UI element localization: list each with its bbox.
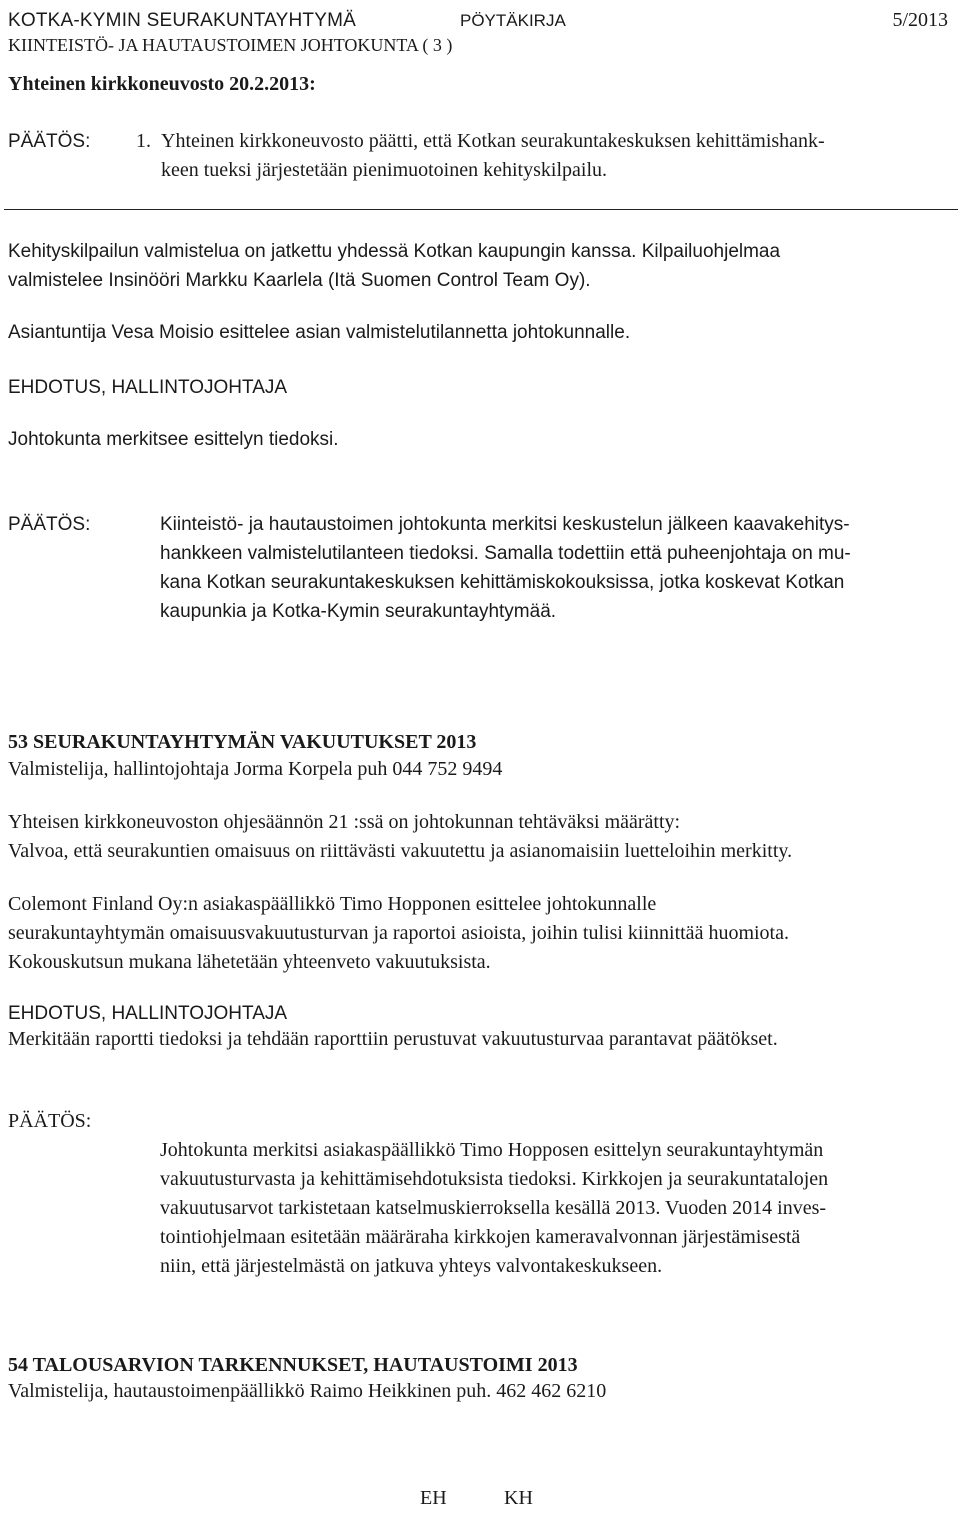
- text-line: seurakuntayhtymän omaisuusvakuutusturvan ja raportoi asioista, joihin tulisi kiinnittää huomiota.: [8, 922, 789, 944]
- section-divider: [4, 209, 958, 210]
- text-line: Yhteinen kirkkoneuvosto päätti, että Kotkan seurakuntakeskuksen kehittämishank-: [161, 130, 825, 152]
- text-line: kaupunkia ja Kotka-Kymin seurakuntayhtymää.: [160, 601, 557, 622]
- item-54-preparer: Valmistelija, hautaustoimenpäällikkö Raimo Heikkinen puh. 462 462 6210: [8, 1380, 607, 1402]
- text-line: Colemont Finland Oy:n asiakaspäällikkö Timo Hopponen esittelee johtokunnalle: [8, 893, 657, 915]
- prior-decision-item-number: 1.: [136, 130, 151, 152]
- text-line: niin, että järjestelmästä on jatkuva yhteys valvontakeskukseen.: [160, 1255, 663, 1277]
- item-53-rule-paragraph: [8, 808, 792, 866]
- prior-decision-label: PÄÄTÖS:: [8, 131, 91, 152]
- text-line: Valvoa, että seurakuntien omaisuus on riittävästi vakuutettu ja asianomaisiin luetteloihin merkitty.: [8, 840, 793, 862]
- item-53-title: 53 SEURAKUNTAYHTYMÄN VAKUUTUKSET 2013: [8, 731, 477, 753]
- header-page-number: 5/2013: [892, 9, 948, 31]
- prior-decision-heading: Yhteinen kirkkoneuvosto 20.2.2013:: [8, 73, 316, 95]
- background-paragraph: [8, 237, 780, 295]
- item-53-proposal-heading: EHDOTUS, HALLINTOJOHTAJA: [8, 1003, 288, 1024]
- text-line: Kiinteistö- ja hautaustoimen johtokunta merkitsi keskustelun jälkeen kaavakehitys-: [160, 514, 850, 535]
- text-line: Kehityskilpailun valmistelua on jatkettu yhdessä Kotkan kaupungin kanssa. Kilpailuohjelmaa: [8, 241, 781, 262]
- footer-initials-secretary: KH: [504, 1487, 533, 1509]
- presenter-paragraph: Asiantuntija Vesa Moisio esittelee asian valmistelutilannetta johtokunnalle.: [8, 322, 631, 343]
- prior-decision-text: [161, 127, 825, 185]
- text-line: vakuutusturvasta ja kehittämisehdotuksista tiedoksi. Kirkkojen ja seurakuntatalojen: [160, 1168, 829, 1190]
- footer-initials-chair: EH: [420, 1487, 447, 1509]
- text-line: kana Kotkan seurakuntakeskuksen kehittämiskokouksissa, jotka koskevat Kotkan: [160, 572, 845, 593]
- decision-label: PÄÄTÖS:: [8, 514, 91, 535]
- text-line: hankkeen valmistelutilanteen tiedoksi. Samalla todettiin että puheenjohtaja on mu-: [160, 543, 851, 564]
- text-line: Johtokunta merkitsi asiakaspäällikkö Timo Hopposen esittelyn seurakuntayhtymän: [160, 1139, 824, 1161]
- item-53-proposal-text: Merkitään raportti tiedoksi ja tehdään raporttiin perustuvat vakuutusturvaa parantavat päätökset.: [8, 1028, 778, 1050]
- text-line: Kokouskutsun mukana lähetetään yhteenveto vakuutuksista.: [8, 951, 491, 973]
- text-line: Yhteisen kirkkoneuvoston ohjesäännön 21 :ssä on johtokunnan tehtäväksi määrätty:: [8, 811, 681, 833]
- item-53-preparer: Valmistelija, hallintojohtaja Jorma Korpela puh 044 752 9494: [8, 758, 503, 780]
- proposal-heading: EHDOTUS, HALLINTOJOHTAJA: [8, 377, 288, 398]
- header-committee: KIINTEISTÖ- JA HAUTAUSTOIMEN JOHTOKUNTA ( 3 ): [8, 35, 453, 55]
- header-document-type: PÖYTÄKIRJA: [460, 11, 566, 30]
- proposal-text: Johtokunta merkitsee esittelyn tiedoksi.: [8, 429, 339, 450]
- text-line: keen tueksi järjestetään pienimuotoinen kehityskilpailu.: [161, 159, 607, 181]
- text-line: tointiohjelmaan esitetään määräraha kirkkojen kameravalvonnan järjestämisestä: [160, 1226, 801, 1248]
- item-53-decision-label: PÄÄTÖS:: [8, 1110, 92, 1132]
- item-53-decision-text: [160, 1136, 828, 1281]
- item-53-presentation-paragraph: [8, 890, 789, 977]
- text-line: vakuutusarvot tarkistetaan katselmuskierroksella kesällä 2013. Vuoden 2014 inves-: [160, 1197, 827, 1219]
- decision-text: [160, 510, 851, 626]
- header-organization: KOTKA-KYMIN SEURAKUNTAYHTYMÄ: [8, 10, 356, 31]
- text-line: valmistelee Insinööri Markku Kaarlela (Itä Suomen Control Team Oy).: [8, 270, 591, 291]
- item-54-title: 54 TALOUSARVION TARKENNUKSET, HAUTAUSTOIMI 2013: [8, 1354, 578, 1376]
